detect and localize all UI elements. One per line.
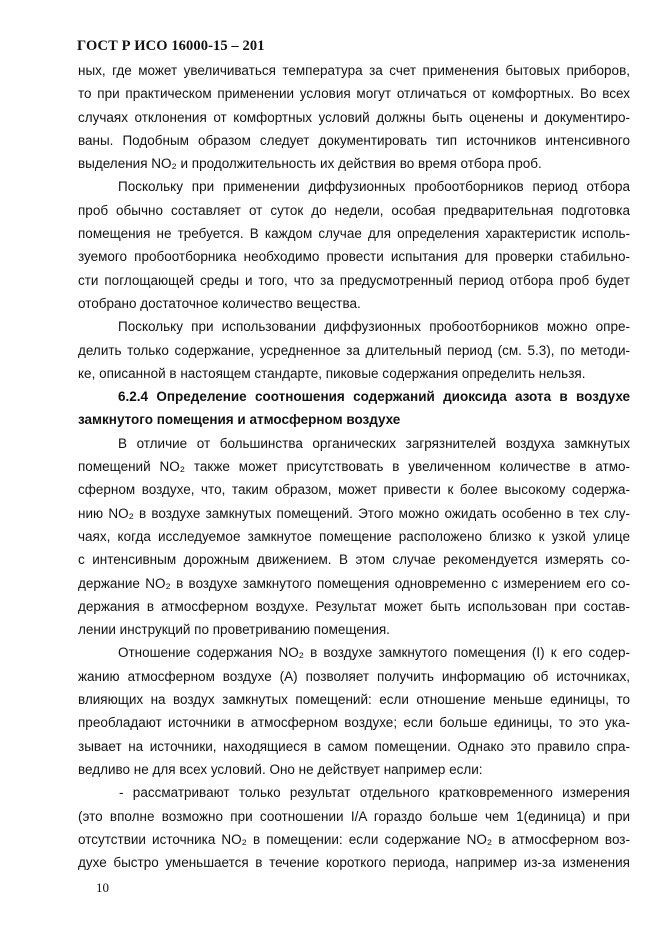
- text-line: держания в атмосферном воздухе. Результат может быть использован при состав-: [78, 598, 630, 614]
- text-line: то при практическом применении условия могут отличаться от комфортных. Во всех: [78, 86, 630, 102]
- text-line: духе быстро уменьшается в течение короткого периода, например из-за изменения: [78, 855, 630, 871]
- text-line: проб обычно составляет от суток до недели, особая предварительная подготовка: [78, 202, 630, 218]
- text-line: зуемого пробоотборника необходимо провести испытания для проверки стабильно-: [78, 249, 630, 265]
- text-line: ведливо не для всех условий. Оно не действует например если:: [78, 761, 483, 777]
- text-line: сти поглощающей среды и того, что за предусмотренный период отбора проб будет: [78, 272, 630, 288]
- section-heading: 6.2.4 Определение соотношения содержаний диоксида азота в воздухе: [118, 389, 630, 405]
- list-item: - рассматривают только результат отдельного кратковременного измерения: [119, 785, 630, 801]
- text-line: ных, где может увеличиваться температура за счет применения бытовых приборов,: [78, 63, 630, 78]
- text-line: лении инструкций по проветриванию помещения.: [78, 622, 390, 638]
- text-line: делить только содержание, усредненное за длительный период (см. 5.3), по методи-: [78, 342, 630, 358]
- text-line: Поскольку при применении диффузионных пробоотборников период отбора: [118, 179, 630, 195]
- page-number: 10: [96, 880, 109, 895]
- text-line: преобладают источники в атмосферном воздухе; если больше единицы, то это ука-: [78, 715, 630, 731]
- text-line: Поскольку при использовании диффузионных пробоотборников можно опре-: [118, 319, 630, 335]
- text-line: (это вполне возможно при соотношении I/A гораздо больше чем 1(единица) и при: [78, 808, 630, 824]
- section-heading-cont: замкнутого помещения и атмосферном воздухе: [78, 412, 401, 428]
- text-line: держание NO₂ в воздухе замкнутого помещения одновременно с измерением его со-: [78, 575, 630, 591]
- text-line: зывает на источники, находящиеся в самом помещении. Однако это правило спра-: [78, 738, 630, 754]
- text-line: помещений NO₂ также может присутствовать в увеличенном количестве в атмо-: [78, 459, 630, 475]
- text-line: сферном воздухе, что, таким образом, может привести к более высокому содержа-: [78, 482, 630, 498]
- text-line: с интенсивным дорожным движением. В этом случае рекомендуется измерять со-: [78, 552, 630, 568]
- text-line: ваны. Подобным образом следует документировать тип источников интенсивного: [78, 132, 630, 148]
- text-line: помещения не требуется. В каждом случае для определения характеристик исполь-: [78, 226, 630, 242]
- body-text: [78, 59, 630, 874]
- text-line: Отношение содержания NO₂ в воздухе замкнутого помещения (I) к его содер-: [118, 645, 630, 661]
- text-line: отсутствии источника NO₂ в помещении: если содержание NO₂ в атмосферном воз-: [78, 831, 630, 847]
- text-line: жанию атмосферном воздухе (A) позволяет получить информацию об источниках,: [78, 668, 630, 684]
- standard-header: ГОСТ Р ИСО 16000-15 – 201: [77, 38, 265, 54]
- text-line: ке, описанной в настоящем стандарте, пиковые содержания определить нельзя.: [78, 365, 586, 381]
- text-line: выделения NO₂ и продолжительность их действия во время отбора проб.: [78, 156, 542, 172]
- text-line: влияющих на воздух замкнутых помещений: если отношение меньше единицы, то: [78, 692, 630, 708]
- text-line: отобрано достаточное количество вещества.: [78, 295, 361, 311]
- text-line: нию NO₂ в воздухе замкнутых помещений. Этого можно ожидать особенно в тех слу-: [78, 505, 630, 521]
- text-line: случаях отклонения от комфортных условий должны быть оценены и документиро-: [78, 109, 630, 125]
- text-line: В отличие от большинства органических загрязнителей воздуха замкнутых: [118, 435, 630, 451]
- text-line: чаях, когда исследуемое замкнутое помещение расположено близко к узкой улице: [78, 528, 630, 544]
